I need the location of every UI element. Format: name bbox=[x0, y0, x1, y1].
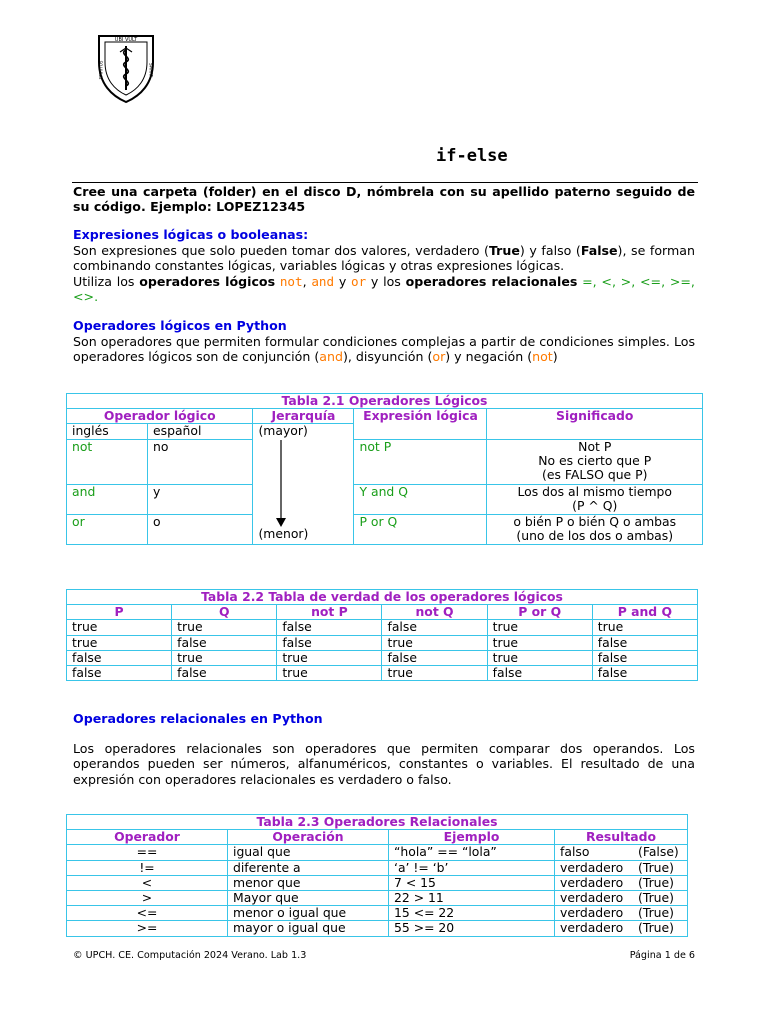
table-cell: mayor o igual que bbox=[228, 921, 389, 936]
table-row bbox=[67, 891, 688, 906]
table-cell: not P bbox=[354, 439, 487, 484]
subheader-ingles: inglés bbox=[67, 424, 148, 439]
table-cell: false bbox=[67, 650, 172, 665]
footer-copyright: © UPCH. CE. Computación 2024 Verano. Lab 1.3 bbox=[73, 950, 307, 961]
logo-motto-top: UBI VULT bbox=[114, 37, 138, 43]
table-cell: != bbox=[67, 860, 228, 875]
section-heading-logical-ops: Operadores lógicos en Python bbox=[73, 318, 287, 333]
table-cell: o bbox=[148, 514, 253, 544]
table-cell: and bbox=[67, 484, 148, 514]
section-heading-relational-ops: Operadores relacionales en Python bbox=[73, 711, 323, 726]
hierarchy-top-label: (mayor) bbox=[258, 423, 308, 439]
table-cell: true bbox=[67, 620, 172, 635]
table-cell: == bbox=[67, 845, 228, 860]
table-cell: 15 <= 22 bbox=[389, 906, 555, 921]
table-cell: true bbox=[277, 666, 382, 681]
table-cell: Los dos al mismo tiempo (P ^ Q) bbox=[487, 484, 703, 514]
table-cell: falso (False) bbox=[555, 845, 688, 860]
hierarchy-down-arrow-icon bbox=[273, 440, 289, 528]
table-cell: false bbox=[382, 650, 487, 665]
table-cell: ‘a’ != ‘b’ bbox=[389, 860, 555, 875]
column-header: Resultado bbox=[555, 830, 688, 845]
table-cell: false bbox=[592, 635, 697, 650]
table-row bbox=[67, 906, 688, 921]
column-header: Operador bbox=[67, 830, 228, 845]
table-cell: >= bbox=[67, 921, 228, 936]
relational-operators-table bbox=[66, 814, 688, 937]
table-caption: Tabla 2.1 Operadores Lógicos bbox=[67, 394, 703, 409]
table-cell: < bbox=[67, 875, 228, 890]
header-jerarquia: Jerarquía bbox=[253, 409, 354, 424]
table-cell: false bbox=[487, 666, 592, 681]
table-cell: verdadero (True) bbox=[555, 891, 688, 906]
table-cell: menor o igual que bbox=[228, 906, 389, 921]
table-cell: true bbox=[592, 620, 697, 635]
table-caption: Tabla 2.3 Operadores Relacionales bbox=[67, 815, 688, 830]
table-cell: verdadero (True) bbox=[555, 875, 688, 890]
table-cell: false bbox=[277, 635, 382, 650]
table-cell: not bbox=[67, 439, 148, 484]
table-row bbox=[67, 635, 698, 650]
column-header: P bbox=[67, 605, 172, 620]
table-cell: false bbox=[172, 666, 277, 681]
hierarchy-bottom-label: (menor) bbox=[258, 526, 309, 542]
table-cell: 22 > 11 bbox=[389, 891, 555, 906]
table-cell: 7 < 15 bbox=[389, 875, 555, 890]
table-row bbox=[67, 666, 698, 681]
logical-operators-table bbox=[66, 393, 703, 545]
table-cell: true bbox=[487, 635, 592, 650]
table-cell: true bbox=[487, 620, 592, 635]
header-operador-logico: Operador lógico bbox=[67, 409, 253, 424]
table-cell: false bbox=[592, 650, 697, 665]
table-cell: verdadero (True) bbox=[555, 921, 688, 936]
table-cell: P or Q bbox=[354, 514, 487, 544]
table-caption: Tabla 2.2 Tabla de verdad de los operadores lógicos bbox=[67, 590, 698, 605]
table-cell: false bbox=[277, 620, 382, 635]
table-cell: true bbox=[67, 635, 172, 650]
table-cell: verdadero (True) bbox=[555, 860, 688, 875]
footer-page-number: Página 1 de 6 bbox=[629, 950, 695, 961]
table-cell: <= bbox=[67, 906, 228, 921]
table-row bbox=[67, 620, 698, 635]
table-cell: false bbox=[382, 620, 487, 635]
table-cell: y bbox=[148, 484, 253, 514]
column-header: Ejemplo bbox=[389, 830, 555, 845]
table-cell: Not P No es cierto que P (es FALSO que P) bbox=[487, 439, 703, 484]
table-cell: true bbox=[382, 666, 487, 681]
page-title: if-else bbox=[436, 146, 508, 166]
table-cell: diferente a bbox=[228, 860, 389, 875]
table-cell: or bbox=[67, 514, 148, 544]
boolean-paragraph: Son expresiones que solo pueden tomar dos valores, verdadero (True) y falso (False), se forman combinando constantes lógicas, variables lógicas y otras expresiones lógicas. Utiliza los operadores lógicos not, and y or y los operadores relacionales =, <, >, <=, >=, <>. bbox=[73, 243, 695, 305]
table-row bbox=[67, 845, 688, 860]
table-cell: Y and Q bbox=[354, 484, 487, 514]
table-cell: verdadero (True) bbox=[555, 906, 688, 921]
section-heading-boolean: Expresiones lógicas o booleanas: bbox=[73, 227, 309, 242]
table-cell: 55 >= 20 bbox=[389, 921, 555, 936]
logo-motto-right: SPIRAT bbox=[148, 62, 154, 78]
truth-table bbox=[66, 589, 698, 681]
table-cell: menor que bbox=[228, 875, 389, 890]
table-cell: > bbox=[67, 891, 228, 906]
header-expresion: Expresión lógica bbox=[354, 409, 487, 424]
column-header: Operación bbox=[228, 830, 389, 845]
header-significado: Significado bbox=[487, 409, 703, 424]
subheader-espanol: español bbox=[148, 424, 253, 439]
table-row bbox=[67, 921, 688, 936]
column-header: not P bbox=[277, 605, 382, 620]
table-cell: true bbox=[277, 650, 382, 665]
title-divider bbox=[72, 182, 698, 183]
instructions-text: Cree una carpeta (folder) en el disco D, nómbrela con su apellido paterno seguido de su código. Ejemplo: LOPEZ12345 bbox=[73, 184, 695, 215]
hierarchy-cell bbox=[253, 424, 354, 544]
logical-ops-paragraph: Son operadores que permiten formular condiciones complejas a partir de condiciones simples. Los operadores lógicos son de conjunción (and), disyunción (or) y negación (not) bbox=[73, 334, 695, 365]
table-cell: o bién P o bién Q o ambas (uno de los dos o ambas) bbox=[487, 514, 703, 544]
table-cell: false bbox=[172, 635, 277, 650]
column-header: P and Q bbox=[592, 605, 697, 620]
table-cell: true bbox=[172, 650, 277, 665]
table-row bbox=[67, 650, 698, 665]
table-cell: Mayor que bbox=[228, 891, 389, 906]
table-cell: true bbox=[382, 635, 487, 650]
column-header: Q bbox=[172, 605, 277, 620]
table-cell: no bbox=[148, 439, 253, 484]
table-cell: “hola” == “lola” bbox=[389, 845, 555, 860]
table-cell: false bbox=[67, 666, 172, 681]
university-crest-logo bbox=[96, 32, 156, 104]
column-header: P or Q bbox=[487, 605, 592, 620]
table-row bbox=[67, 875, 688, 890]
table-cell: igual que bbox=[228, 845, 389, 860]
relational-ops-paragraph: Los operadores relacionales son operadores que permiten comparar dos operandos. Los operandos pueden ser números, alfanuméricos, constantes o variables. El resultado de una expresión con operadores relacionales es verdadero o falso. bbox=[73, 741, 695, 787]
column-header: not Q bbox=[382, 605, 487, 620]
logo-motto-left: SPIRITUS bbox=[98, 60, 104, 80]
table-cell: false bbox=[592, 666, 697, 681]
table-row bbox=[67, 860, 688, 875]
table-cell: true bbox=[172, 620, 277, 635]
table-cell: true bbox=[487, 650, 592, 665]
